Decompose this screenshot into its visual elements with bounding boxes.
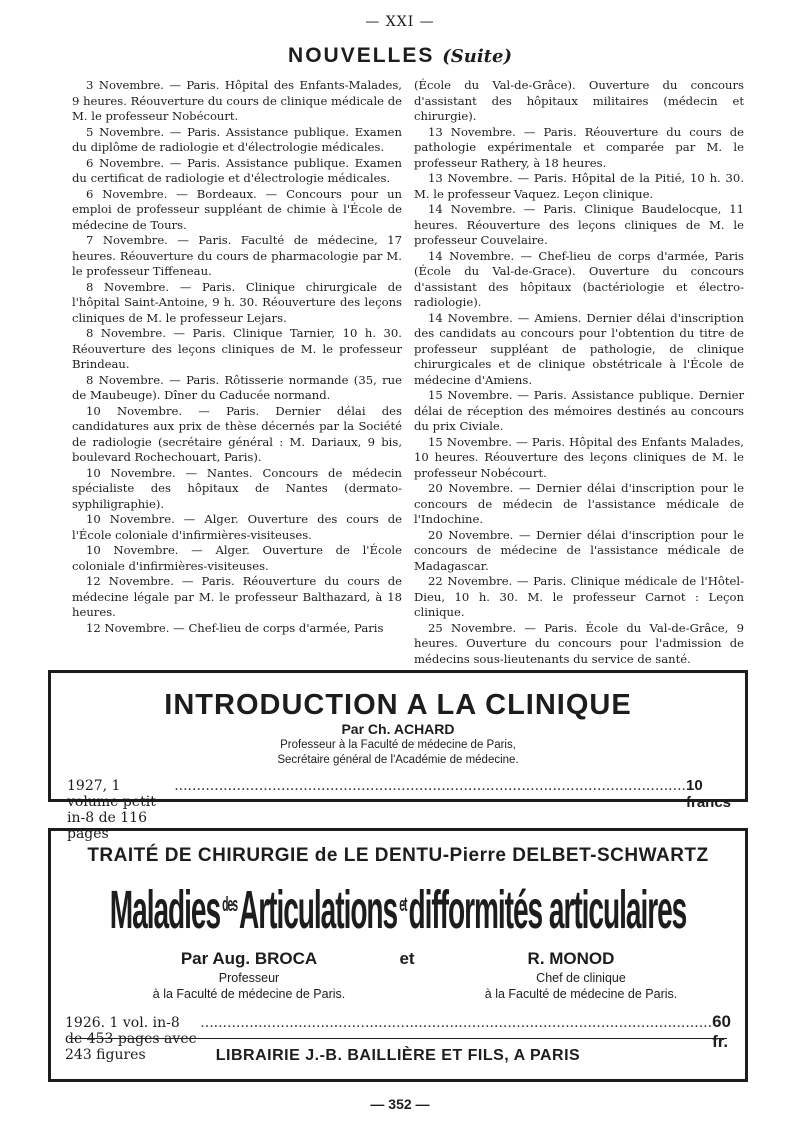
title-et: et — [399, 894, 407, 916]
news-item: 20 Novembre. — Dernier délai d'inscription pour le concours de médecine de l'assistance médicale de Madagascar. — [414, 527, 744, 573]
title-des: des — [222, 894, 237, 916]
news-item: 25 Novembre. — Paris. École du Val-de-Grâce, 9 heures. Ouverture du concours pour l'admission de médecins sous-lieutenants du service de santé. — [414, 620, 744, 666]
news-item: 12 Novembre. — Chef-lieu de corps d'armée, Paris — [86, 620, 384, 635]
ad-author: Par Ch. ACHARD — [341, 721, 455, 737]
news-item: 6 Novembre. — Paris. Assistance publique. Examen du certificat de radiologie et d'électrologie médicales. — [72, 155, 402, 185]
page-number-top: — XXI — — [365, 14, 435, 30]
author-1: Par Aug. BROCA — [180, 949, 318, 968]
section-title — [0, 44, 800, 68]
news-item: (École du Val-de-Grâce). Ouverture du concours d'assistant des hôpitaux militaires (médecin et chirurgie). — [414, 78, 744, 123]
news-item: 14 Novembre. — Amiens. Dernier délai d'inscription des candidats au concours pour l'obtention du titre de professeur suppléant de pathologie, de clinique chirurgicales et de clinique obstétricale à l'École de médecine d'Amiens. — [414, 310, 744, 387]
news-item: 15 Novembre. — Paris. Hôpital des Enfants Malades, 10 heures. Réouverture des leçons cliniques de M. le professeur Nobécourt. — [414, 434, 744, 480]
news-item: 10 Novembre. — Alger. Ouverture de l'École coloniale d'infirmières-visiteuses. — [72, 543, 402, 573]
ad-author-title-2: Secrétaire général de l'Académie de médecine. — [277, 754, 519, 766]
right-column — [414, 78, 744, 667]
news-item: 8 Novembre. — Paris. Clinique Tarnier, 10 h. 30. Réouverture des leçons cliniques de M. le professeur Brindeau. — [72, 326, 402, 371]
title-part-1: Maladies — [109, 880, 221, 940]
ad-title: INTRODUCTION A LA CLINIQUE — [164, 689, 632, 721]
ad-edition: 1926. 1 vol. in-8 de 453 pages avec 243 figures — [65, 1015, 197, 1063]
advertisement-traite-chirurgie — [48, 828, 748, 1082]
author-1-place: à la Faculté de médecine de Paris. — [152, 987, 346, 1001]
news-item: 10 Novembre. — Alger. Ouverture des cours de l'École coloniale d'infirmières-visiteuses. — [72, 512, 402, 542]
news-item: 12 Novembre. — Paris. Réouverture du cours de médecine légale par M. le professeur Balthazard, à 18 heures. — [72, 574, 402, 619]
ad-book-title — [109, 877, 687, 943]
news-item: 6 Novembre. — Bordeaux. — Concours pour un emploi de professeur suppléant de chimie à l'École de médecine de Tours. — [72, 186, 402, 232]
dot-leader: ................................................................................................................... — [174, 778, 686, 794]
section-subtitle: (Suite) — [442, 46, 512, 67]
ad-author-title-1: Professeur à la Faculté de médecine de Paris, — [280, 739, 516, 751]
author-2-place: à la Faculté de médecine de Paris. — [484, 987, 678, 1001]
news-item: 22 Novembre. — Paris. Clinique médicale de l'Hôtel-Dieu, 10 h. 30. M. le professeur Carnot : Leçon clinique. — [414, 574, 744, 619]
news-item: 10 Novembre. — Paris. Dernier délai des candidatures aux prix de thèse décernés par la Société de radiologie (secrétaire général : M. Dariaux, 9 bis, boulevard Rochechouart, Paris). — [72, 403, 402, 464]
divider — [69, 1038, 727, 1039]
news-item: 14 Novembre. — Paris. Clinique Baudelocque, 11 heures. Réouverture des leçons cliniques de M. le professeur Couvelaire. — [414, 202, 744, 247]
ad-publisher: LIBRAIRIE J.-B. BAILLIÈRE ET FILS, A PARIS — [215, 1047, 581, 1064]
news-item: 13 Novembre. — Paris. Hôpital de la Pitié, 10 h. 30. M. le professeur Vaquez. Leçon clinique. — [414, 171, 744, 201]
news-item: 7 Novembre. — Paris. Faculté de médecine, 17 heures. Réouverture du cours de pharmacologie par M. le professeur Tiffeneau. — [72, 233, 402, 278]
ad-price: 60 fr. — [712, 1012, 731, 1051]
news-item: 14 Novembre. — Chef-lieu de corps d'armée, Paris (École du Val-de-Grace). Ouverture du concours d'assistant des hôpitaux (bactériologie et électro-radiologie). — [414, 248, 744, 309]
author-conjunction: et — [399, 949, 415, 968]
title-part-3: difformités articulaires — [408, 880, 687, 940]
dot-leader: ................................................................................................................... — [200, 1015, 713, 1031]
title-part-2: Articulations — [239, 880, 398, 940]
left-column — [72, 78, 402, 636]
ad-series-title: TRAITÉ DE CHIRURGIE de LE DENTU-Pierre DELBET-SCHWARTZ — [87, 845, 709, 866]
section-title-text: NOUVELLES — [288, 44, 435, 67]
news-item: 8 Novembre. — Paris. Clinique chirurgicale de l'hôpital Saint-Antoine, 9 h. 30. Réouverture des leçons cliniques de M. le professeur Lejars. — [72, 279, 402, 325]
news-item: 13 Novembre. — Paris. Réouverture du cours de pathologie expérimentale et comparée par M. le professeur Rathery, à 18 heures. — [414, 124, 744, 170]
news-item: 5 Novembre. — Paris. Assistance publique. Examen du diplôme de radiologie et d'électrologie médicales. — [72, 124, 402, 154]
author-2-role: Chef de clinique — [536, 971, 626, 985]
author-2: R. MONOD — [527, 949, 615, 968]
author-1-role: Professeur — [218, 971, 280, 985]
news-item: 15 Novembre. — Paris. Assistance publique. Dernier délai de réception des mémoires destinés au concours du prix Civiale. — [414, 388, 744, 433]
page-number-bottom: — 352 — — [370, 1096, 430, 1112]
ad-price: 10 francs — [685, 777, 732, 811]
ad-edition: 1927, 1 volume petit in-8 de 116 pages — [67, 778, 156, 842]
news-item: 20 Novembre. — Dernier délai d'inscription pour le concours de médecin de l'assistance médicale de l'Indochine. — [414, 481, 744, 526]
news-item: 3 Novembre. — Paris. Hôpital des Enfants-Malades, 9 heures. Réouverture du cours de clinique médicale de M. le professeur Nobécourt. — [72, 78, 402, 123]
news-item: 10 Novembre. — Nantes. Concours de médecin spécialiste des hôpitaux de Nantes (dermato-syphiligraphie). — [72, 465, 402, 511]
news-item: 8 Novembre. — Paris. Rôtisserie normande (35, rue de Maubeuge). Dîner du Caducée normand. — [72, 372, 402, 402]
advertisement-introduction-clinique — [48, 670, 748, 842]
